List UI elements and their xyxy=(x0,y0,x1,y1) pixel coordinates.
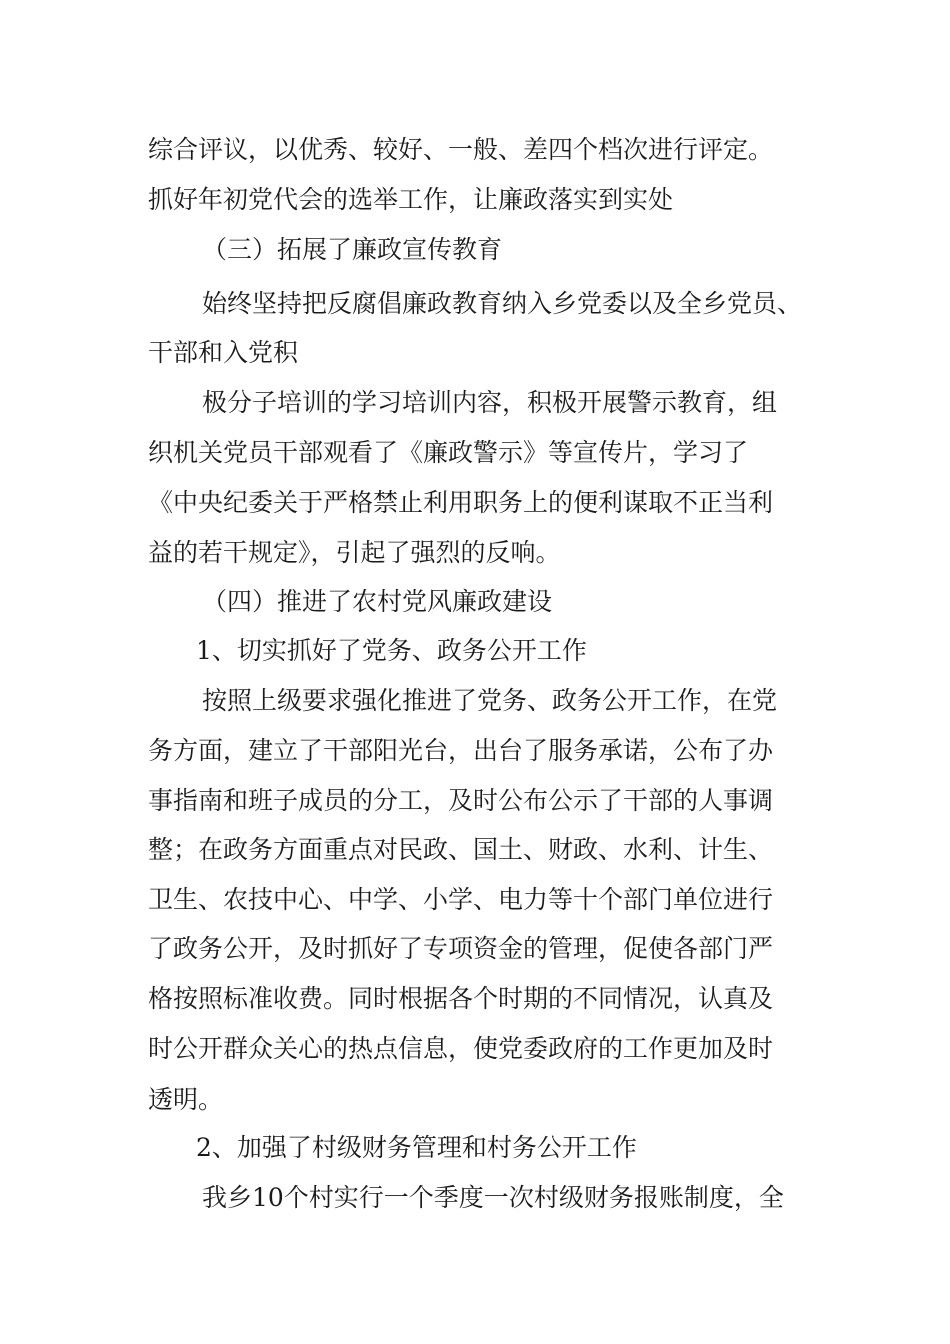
text-line: 织机关党员干部观看了《廉政警示》等宣传片，学习了 xyxy=(148,438,749,467)
text-line: 整；在政务方面重点对民政、国土、财政、水利、计生、 xyxy=(148,835,774,864)
text-line: 卫生、农技中心、中学、小学、电力等十个部门单位进行 xyxy=(148,885,774,914)
text-line: 时公开群众关心的热点信息，使党委政府的工作更加及时 xyxy=(148,1034,774,1063)
text-line: 我乡10个村实行一个季度一次村级财务报账制度，全 xyxy=(202,1183,784,1212)
text-line: 事指南和班子成员的分工，及时公布公示了干部的人事调 xyxy=(148,786,774,815)
text-line: 抓好年初党代会的选举工作，让廉政落实到实处 xyxy=(148,185,674,214)
text-line: 了政务公开，及时抓好了专项资金的管理，促使各部门严 xyxy=(148,934,774,963)
text-line: 格按照标准收费。同时根据各个时期的不同情况，认真及 xyxy=(148,984,774,1013)
subsection-heading: 1、切实抓好了党务、政务公开工作 xyxy=(196,636,587,665)
text-line: 综合评议，以优秀、较好、一般、差四个档次进行评定。 xyxy=(148,135,774,164)
section-heading: （四）推进了农村党风廉政建设 xyxy=(202,587,553,616)
text-line: 极分子培训的学习培训内容，积极开展警示教育，组 xyxy=(202,388,778,417)
section-heading: （三）拓展了廉政宣传教育 xyxy=(202,235,503,264)
text-line: 按照上级要求强化推进了党务、政务公开工作，在党 xyxy=(202,686,778,715)
text-line: 《中央纪委关于严格禁止利用职务上的便利谋取不正当利 xyxy=(148,488,774,517)
text-line: 益的若干规定》，引起了强烈的反响。 xyxy=(148,538,561,567)
text-line: 透明。 xyxy=(148,1085,224,1114)
subsection-heading: 2、加强了村级财务管理和村务公开工作 xyxy=(196,1133,637,1162)
text-line: 干部和入党积 xyxy=(148,338,299,367)
text-line: 始终坚持把反腐倡廉政教育纳入乡党委以及全乡党员、 xyxy=(202,289,803,318)
text-line: 务方面，建立了干部阳光台，出台了服务承诺，公布了办 xyxy=(148,736,774,765)
